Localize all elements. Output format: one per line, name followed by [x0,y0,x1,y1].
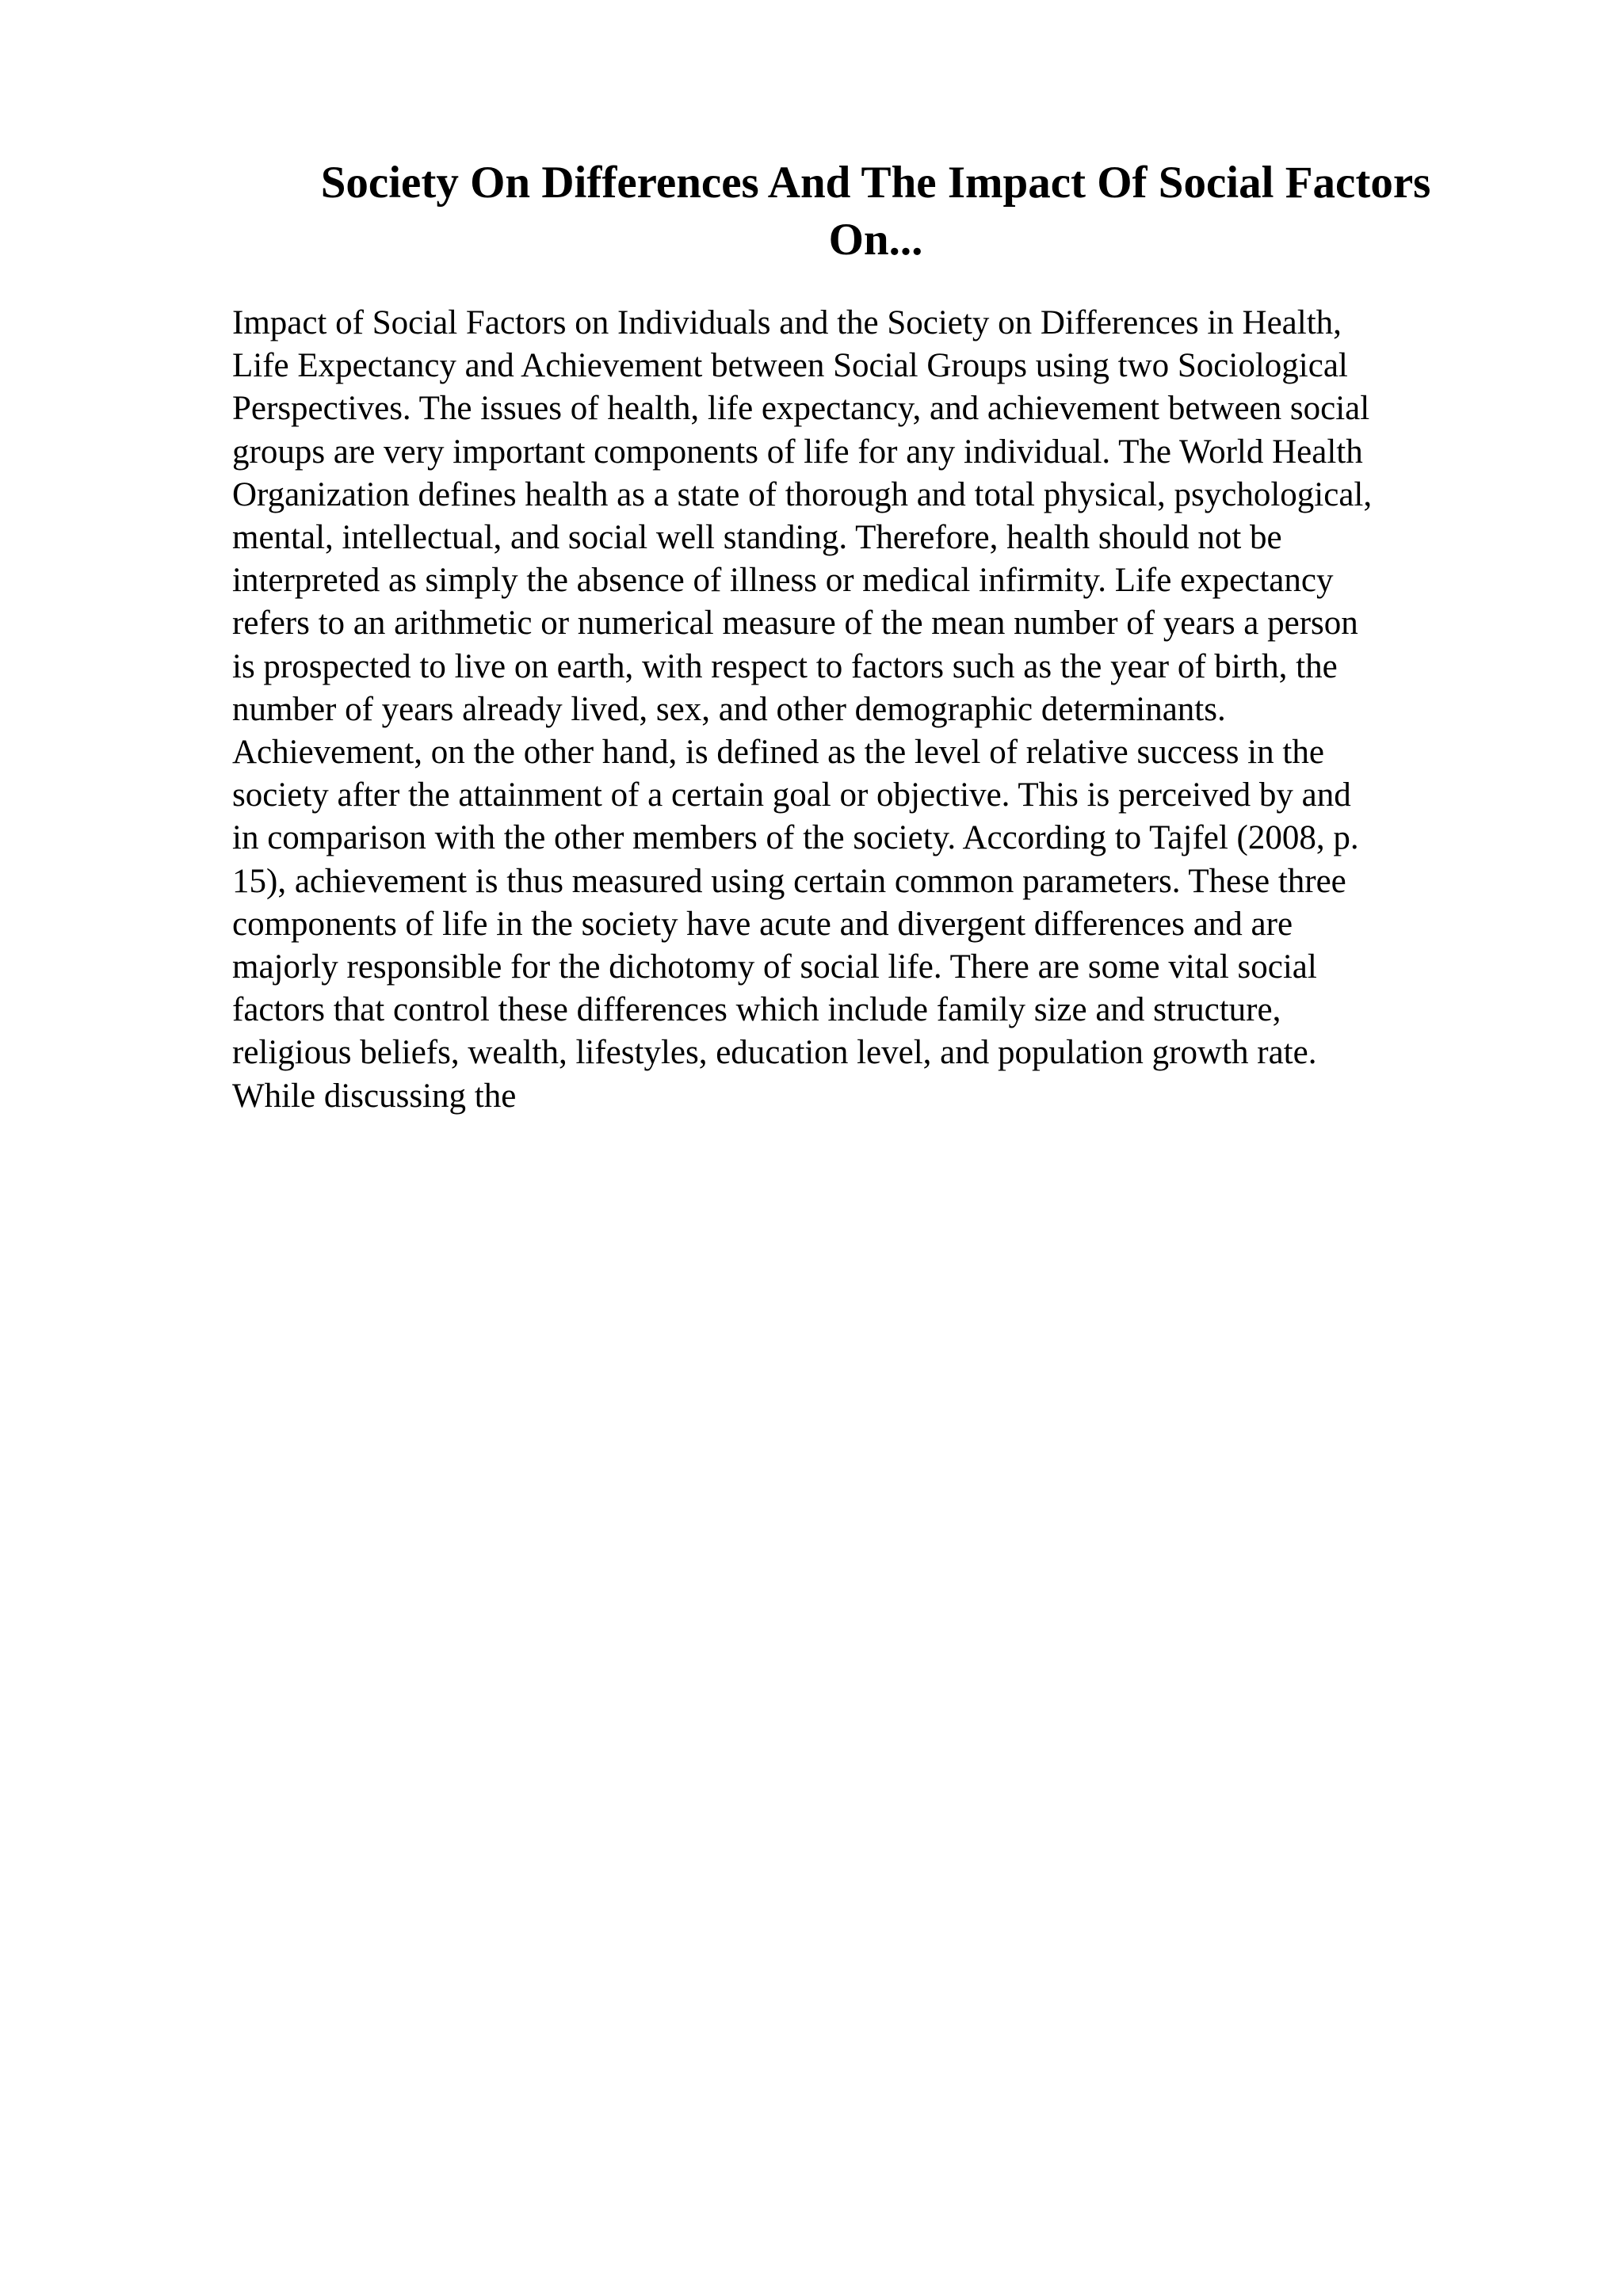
body-line: While discussing the [232,1077,517,1115]
body-line: Organization defines health as a state of thorough and total physical, psychological, [232,475,1373,513]
body-line: factors that control these differences which include family size and structure, [232,991,1281,1029]
body-line: 15), achievement is thus measured using certain common parameters. These three [232,862,1346,900]
body-line: Life Expectancy and Achievement between Social Groups using two Sociological [232,347,1348,385]
body-line: majorly responsible for the dichotomy of social life. There are some vital social [232,948,1317,986]
body-line: society after the attainment of a certain goal or objective. This is perceived by and [232,776,1351,814]
title-line: On... [828,215,923,265]
body-line: refers to an arithmetic or numerical measure of the mean number of years a person [232,605,1358,643]
body-line: components of life in the society have acute and divergent differences and are [232,905,1293,943]
document-body [232,302,1484,1118]
body-line: is prospected to live on earth, with respect to factors such as the year of birth, the [232,647,1338,685]
body-line: Impact of Social Factors on Individuals and the Society on Differences in Health, [232,304,1342,341]
body-line: groups are very important components of life for any individual. The World Health [232,433,1363,471]
title-line: Society On Differences And The Impact Of Social Factors [320,158,1431,208]
body-line: interpreted as simply the absence of illness or medical infirmity. Life expectancy [232,562,1334,600]
body-line: mental, intellectual, and social well standing. Therefore, health should not be [232,519,1282,557]
body-line: Perspectives. The issues of health, life expectancy, and achievement between social [232,390,1370,428]
body-line: religious beliefs, wealth, lifestyles, education level, and population growth rate. [232,1034,1317,1072]
body-line: number of years already lived, sex, and other demographic determinants. [232,690,1226,728]
body-line: Achievement, on the other hand, is defined as the level of relative success in the [232,734,1324,772]
document-title [234,154,1518,269]
body-line: in comparison with the other members of the society. According to Tajfel (2008, p. [232,819,1359,857]
